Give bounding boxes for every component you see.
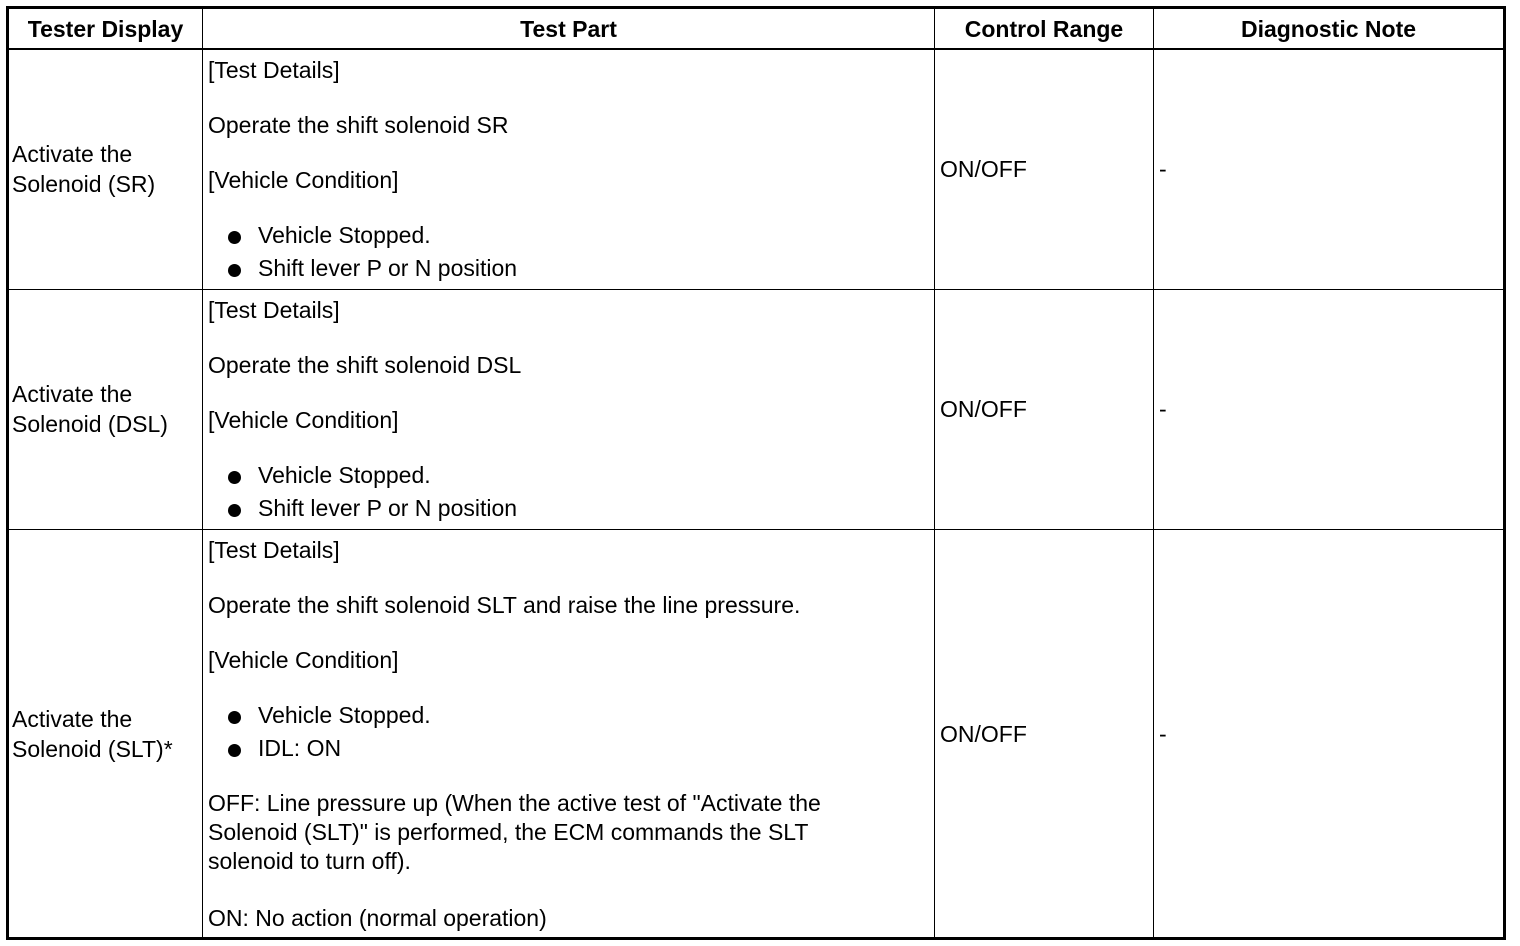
header-test-part: Test Part (520, 15, 617, 42)
bullet-icon (228, 231, 241, 244)
off-note: OFF: Line pressure up (When the active test of "Activate the Solenoid (SLT)" is performed, the ECM commands the SLT solenoid to turn off). (208, 790, 821, 874)
header-control-range: Control Range (964, 15, 1124, 42)
column-divider (1153, 9, 1154, 937)
bullet-icon (228, 744, 241, 757)
control-range-cell: ON/OFF (940, 721, 1027, 747)
operation-text: Operate the shift solenoid DSL (208, 352, 522, 378)
on-note: ON: No action (normal operation) (208, 905, 547, 931)
test-details-label: [Test Details] (208, 297, 340, 323)
control-range-cell: ON/OFF (940, 396, 1027, 422)
column-divider (202, 9, 203, 937)
diagnostic-note-cell: - (1159, 396, 1167, 422)
bullet-icon (228, 504, 241, 517)
tester-display-cell: Activate the Solenoid (SR) (12, 141, 156, 197)
bullet-icon (228, 264, 241, 277)
condition-item: Vehicle Stopped. (258, 702, 431, 728)
condition-item: Vehicle Stopped. (258, 222, 431, 248)
column-divider (934, 9, 935, 937)
condition-item: Vehicle Stopped. (258, 462, 431, 488)
vehicle-condition-label: [Vehicle Condition] (208, 167, 399, 193)
tester-display-cell: Activate the Solenoid (DSL) (12, 381, 168, 437)
test-details-label: [Test Details] (208, 537, 340, 563)
header-diagnostic-note: Diagnostic Note (1240, 15, 1417, 42)
test-details-label: [Test Details] (208, 57, 340, 83)
bullet-icon (228, 471, 241, 484)
row-divider (9, 529, 1503, 530)
tester-display-cell: Activate the Solenoid (SLT)* (12, 706, 173, 762)
diagnostic-note-cell: - (1159, 156, 1167, 182)
control-range-cell: ON/OFF (940, 156, 1027, 182)
header-tester-display: Tester Display (27, 15, 184, 42)
operation-text: Operate the shift solenoid SLT and raise the line pressure. (208, 592, 801, 618)
active-test-table (6, 6, 1506, 940)
operation-text: Operate the shift solenoid SR (208, 112, 509, 138)
row-divider (9, 289, 1503, 290)
diagnostic-note-cell: - (1159, 721, 1167, 747)
vehicle-condition-label: [Vehicle Condition] (208, 407, 399, 433)
condition-item: Shift lever P or N position (258, 255, 518, 281)
condition-item: Shift lever P or N position (258, 495, 518, 521)
bullet-icon (228, 711, 241, 724)
vehicle-condition-label: [Vehicle Condition] (208, 647, 399, 673)
condition-item: IDL: ON (258, 735, 342, 761)
